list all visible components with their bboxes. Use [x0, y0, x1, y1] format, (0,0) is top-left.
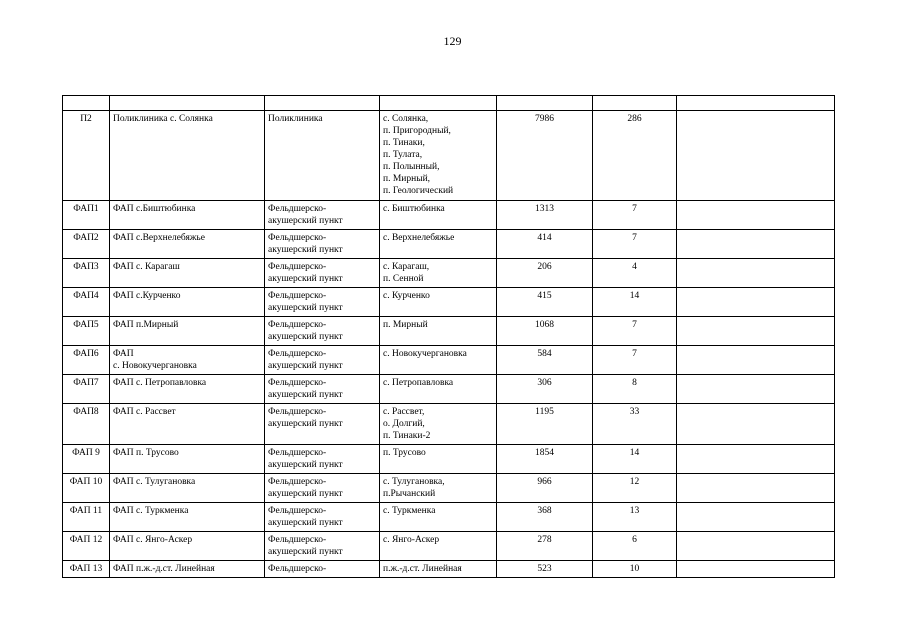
facility-type-cell: Фельдшерско- [265, 561, 380, 578]
empty-cell [677, 317, 835, 346]
facility-name-cell: ФАП с.Биштюбинка [110, 201, 265, 230]
settlements-cell: п. Мирный [380, 317, 497, 346]
count-cell: 4 [593, 259, 677, 288]
facility-name-cell: ФАП с.Верхнелебяжье [110, 230, 265, 259]
settlements-cell: с. Новокучергановка [380, 346, 497, 375]
empty-cell [677, 404, 835, 445]
facility-name-cell: ФАП п.Мирный [110, 317, 265, 346]
table-row [63, 111, 835, 201]
header-cell [63, 96, 110, 111]
facility-name-cell: ФАП с.Курченко [110, 288, 265, 317]
settlements-cell: с. Курченко [380, 288, 497, 317]
count-cell: 14 [593, 288, 677, 317]
table-row [63, 445, 835, 474]
facility-code-cell: ФАП 12 [63, 532, 110, 561]
facility-type-cell: Фельдшерско- акушерский пункт [265, 346, 380, 375]
settlements-cell: с. Янго-Аскер [380, 532, 497, 561]
table-row [63, 404, 835, 445]
facility-type-cell: Фельдшерско- акушерский пункт [265, 445, 380, 474]
facility-type-cell: Фельдшерско- акушерский пункт [265, 404, 380, 445]
facilities-table [62, 95, 835, 578]
empty-cell [677, 230, 835, 259]
facility-code-cell: ФАП7 [63, 375, 110, 404]
header-cell [497, 96, 593, 111]
facility-name-cell: ФАП с. Янго-Аскер [110, 532, 265, 561]
table-row [63, 375, 835, 404]
facility-code-cell: ФАП1 [63, 201, 110, 230]
table-row [63, 201, 835, 230]
count-cell: 6 [593, 532, 677, 561]
empty-cell [677, 201, 835, 230]
facility-type-cell: Фельдшерско- акушерский пункт [265, 201, 380, 230]
facility-code-cell: ФАП 13 [63, 561, 110, 578]
count-cell: 33 [593, 404, 677, 445]
count-cell: 14 [593, 445, 677, 474]
count-cell: 12 [593, 474, 677, 503]
settlements-cell: с. Тулугановка, п.Рычанский [380, 474, 497, 503]
empty-cell [677, 111, 835, 201]
settlements-cell: п. Трусово [380, 445, 497, 474]
table-row [63, 230, 835, 259]
empty-cell [677, 259, 835, 288]
population-cell: 278 [497, 532, 593, 561]
facility-type-cell: Поликлиника [265, 111, 380, 201]
facility-code-cell: ФАП 10 [63, 474, 110, 503]
facility-type-cell: Фельдшерско- акушерский пункт [265, 230, 380, 259]
empty-cell [677, 445, 835, 474]
facility-code-cell: ФАП8 [63, 404, 110, 445]
facility-code-cell: ФАП 11 [63, 503, 110, 532]
population-cell: 1854 [497, 445, 593, 474]
population-cell: 1313 [497, 201, 593, 230]
header-cell [593, 96, 677, 111]
facility-type-cell: Фельдшерско- акушерский пункт [265, 532, 380, 561]
facility-name-cell: ФАП с. Тулугановка [110, 474, 265, 503]
empty-cell [677, 503, 835, 532]
table-row [63, 259, 835, 288]
population-cell: 414 [497, 230, 593, 259]
population-cell: 368 [497, 503, 593, 532]
table-row [63, 474, 835, 503]
facility-name-cell: ФАП с. Карагаш [110, 259, 265, 288]
count-cell: 7 [593, 346, 677, 375]
population-cell: 966 [497, 474, 593, 503]
population-cell: 7986 [497, 111, 593, 201]
settlements-cell: с. Карагаш, п. Сенной [380, 259, 497, 288]
facility-name-cell: ФАП с. Новокучергановка [110, 346, 265, 375]
settlements-cell: с. Туркменка [380, 503, 497, 532]
facility-name-cell: ФАП п.ж.-д.ст. Линейная [110, 561, 265, 578]
empty-cell [677, 288, 835, 317]
facility-type-cell: Фельдшерско- акушерский пункт [265, 503, 380, 532]
facility-type-cell: Фельдшерско- акушерский пункт [265, 317, 380, 346]
facility-type-cell: Фельдшерско- акушерский пункт [265, 288, 380, 317]
population-cell: 523 [497, 561, 593, 578]
settlements-cell: с. Верхнелебяжье [380, 230, 497, 259]
empty-cell [677, 474, 835, 503]
population-cell: 306 [497, 375, 593, 404]
facility-name-cell: ФАП с. Петропавловка [110, 375, 265, 404]
settlements-cell: с. Солянка, п. Пригородный, п. Тинаки, п. Тулата, п. Полынный, п. Мирный, п. Геологический [380, 111, 497, 201]
table-row [63, 532, 835, 561]
header-cell [677, 96, 835, 111]
facility-type-cell: Фельдшерско- акушерский пункт [265, 259, 380, 288]
facility-code-cell: П2 [63, 111, 110, 201]
facility-code-cell: ФАП5 [63, 317, 110, 346]
table-row [63, 317, 835, 346]
count-cell: 7 [593, 201, 677, 230]
settlements-cell: п.ж.-д.ст. Линейная [380, 561, 497, 578]
settlements-cell: с. Рассвет, о. Долгий, п. Тинаки-2 [380, 404, 497, 445]
facility-name-cell: ФАП п. Трусово [110, 445, 265, 474]
population-cell: 415 [497, 288, 593, 317]
settlements-cell: с. Биштюбинка [380, 201, 497, 230]
facility-code-cell: ФАП 9 [63, 445, 110, 474]
facility-code-cell: ФАП2 [63, 230, 110, 259]
empty-cell [677, 346, 835, 375]
count-cell: 7 [593, 317, 677, 346]
header-cell [110, 96, 265, 111]
population-cell: 206 [497, 259, 593, 288]
facility-name-cell: ФАП с. Рассвет [110, 404, 265, 445]
count-cell: 286 [593, 111, 677, 201]
facility-type-cell: Фельдшерско- акушерский пункт [265, 474, 380, 503]
page-number: 129 [443, 34, 462, 48]
count-cell: 7 [593, 230, 677, 259]
table-row [63, 503, 835, 532]
population-cell: 584 [497, 346, 593, 375]
facility-name-cell: Поликлиника с. Солянка [110, 111, 265, 201]
header-cell [380, 96, 497, 111]
count-cell: 13 [593, 503, 677, 532]
empty-cell [677, 375, 835, 404]
empty-cell [677, 561, 835, 578]
table-row [63, 561, 835, 578]
facility-type-cell: Фельдшерско- акушерский пункт [265, 375, 380, 404]
population-cell: 1195 [497, 404, 593, 445]
table-row [63, 346, 835, 375]
facility-code-cell: ФАП6 [63, 346, 110, 375]
population-cell: 1068 [497, 317, 593, 346]
facility-code-cell: ФАП4 [63, 288, 110, 317]
empty-cell [677, 532, 835, 561]
facility-name-cell: ФАП с. Туркменка [110, 503, 265, 532]
table-header-row [63, 96, 835, 111]
table-row [63, 288, 835, 317]
count-cell: 8 [593, 375, 677, 404]
count-cell: 10 [593, 561, 677, 578]
facility-code-cell: ФАП3 [63, 259, 110, 288]
header-cell [265, 96, 380, 111]
settlements-cell: с. Петропавловка [380, 375, 497, 404]
